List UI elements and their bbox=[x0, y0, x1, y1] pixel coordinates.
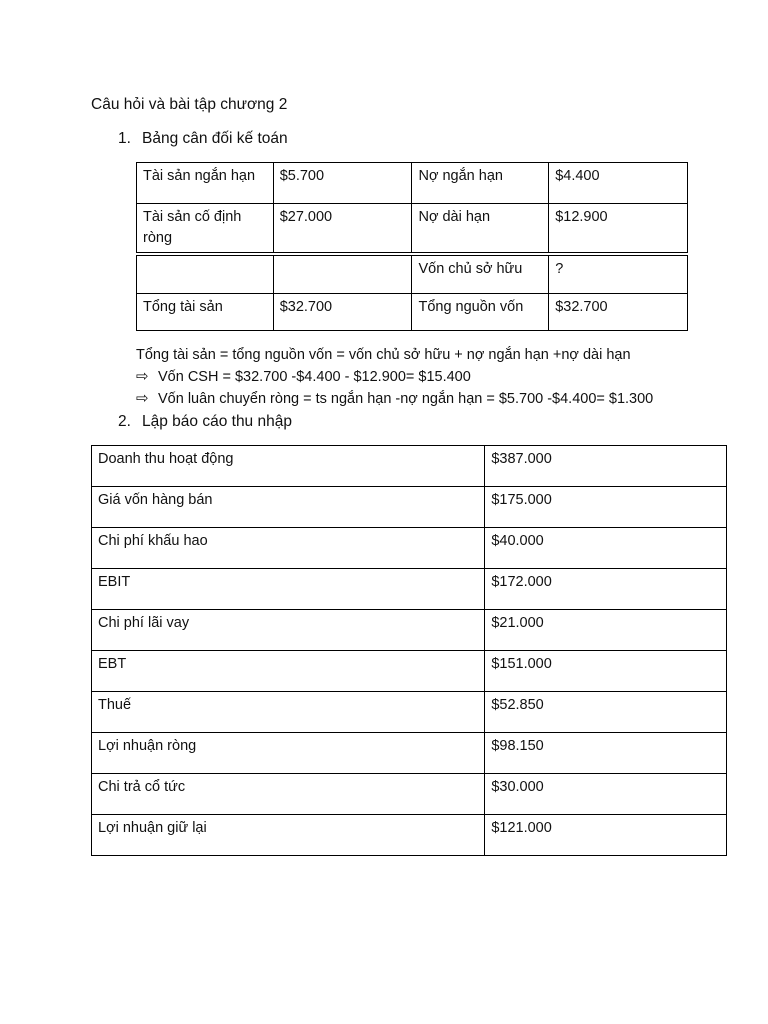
table-row bbox=[137, 163, 688, 204]
table-cell: $5.700 bbox=[273, 163, 412, 204]
formula-line-equity bbox=[136, 366, 471, 388]
table-cell: Tổng nguồn vốn bbox=[412, 294, 549, 331]
table-cell: $32.700 bbox=[273, 294, 412, 331]
section-number: 2. bbox=[118, 413, 131, 430]
table-cell: Thuế bbox=[92, 692, 485, 733]
table-cell: $21.000 bbox=[485, 610, 727, 651]
table-cell: Tài sản cố định ròng bbox=[137, 204, 274, 255]
table-cell: Tài sản ngắn hạn bbox=[137, 163, 274, 204]
table-cell: $98.150 bbox=[485, 733, 727, 774]
section-heading-income-statement bbox=[118, 413, 292, 431]
table-cell: Chi phí lãi vay bbox=[92, 610, 485, 651]
table-cell: $175.000 bbox=[485, 487, 727, 528]
section-title: Bảng cân đối kế toán bbox=[142, 130, 288, 147]
table-cell: EBT bbox=[92, 651, 485, 692]
table-row bbox=[92, 774, 727, 815]
table-cell: Doanh thu hoạt động bbox=[92, 446, 485, 487]
table-cell: Tổng tài sản bbox=[137, 294, 274, 331]
table-row bbox=[92, 487, 727, 528]
table-cell: $27.000 bbox=[273, 204, 412, 255]
section-number: 1. bbox=[118, 130, 131, 147]
table-row bbox=[92, 692, 727, 733]
table-cell: $172.000 bbox=[485, 569, 727, 610]
formula-line-working-capital bbox=[136, 388, 653, 410]
formula-text: Vốn CSH = $32.700 -$4.400 - $12.900= $15.400 bbox=[158, 369, 471, 385]
section-title: Lập báo cáo thu nhập bbox=[142, 413, 292, 430]
table-row bbox=[137, 204, 688, 255]
table-row bbox=[137, 254, 688, 294]
table-cell: $32.700 bbox=[549, 294, 688, 331]
formula-text: Vốn luân chuyển ròng = ts ngắn hạn -nợ ngắn hạn = $5.700 -$4.400= $1.300 bbox=[158, 391, 654, 407]
table-row bbox=[92, 528, 727, 569]
table-row bbox=[137, 294, 688, 331]
table-cell: Lợi nhuận ròng bbox=[92, 733, 485, 774]
table-cell: $30.000 bbox=[485, 774, 727, 815]
formula-line: Tổng tài sản = tổng nguồn vốn = vốn chủ sở hữu + nợ ngắn hạn +nợ dài hạn bbox=[136, 347, 631, 363]
table-row bbox=[92, 815, 727, 856]
table-cell: $40.000 bbox=[485, 528, 727, 569]
arrow-right-icon: ⇨ bbox=[136, 390, 149, 407]
table-row bbox=[92, 733, 727, 774]
arrow-right-icon: ⇨ bbox=[136, 368, 149, 385]
table-cell: $121.000 bbox=[485, 815, 727, 856]
table-cell: ? bbox=[549, 254, 688, 294]
table-row bbox=[92, 651, 727, 692]
table-cell: Nợ ngắn hạn bbox=[412, 163, 549, 204]
table-cell: Chi trả cổ tức bbox=[92, 774, 485, 815]
balance-sheet-table bbox=[136, 162, 688, 331]
table-cell: Chi phí khấu hao bbox=[92, 528, 485, 569]
table-cell: $12.900 bbox=[549, 204, 688, 255]
table-cell: Lợi nhuận giữ lại bbox=[92, 815, 485, 856]
table-row bbox=[92, 446, 727, 487]
section-heading-balance-sheet bbox=[118, 130, 288, 148]
table-cell: Nợ dài hạn bbox=[412, 204, 549, 255]
table-cell: $4.400 bbox=[549, 163, 688, 204]
table-row bbox=[92, 610, 727, 651]
page-title: Câu hỏi và bài tập chương 2 bbox=[91, 96, 288, 113]
income-statement-table bbox=[91, 445, 727, 856]
table-cell: EBIT bbox=[92, 569, 485, 610]
table-cell: Giá vốn hàng bán bbox=[92, 487, 485, 528]
table-cell: Vốn chủ sở hữu bbox=[412, 254, 549, 294]
table-cell: $52.850 bbox=[485, 692, 727, 733]
table-cell: $151.000 bbox=[485, 651, 727, 692]
table-cell bbox=[273, 254, 412, 294]
table-row bbox=[92, 569, 727, 610]
table-cell bbox=[137, 254, 274, 294]
table-cell: $387.000 bbox=[485, 446, 727, 487]
